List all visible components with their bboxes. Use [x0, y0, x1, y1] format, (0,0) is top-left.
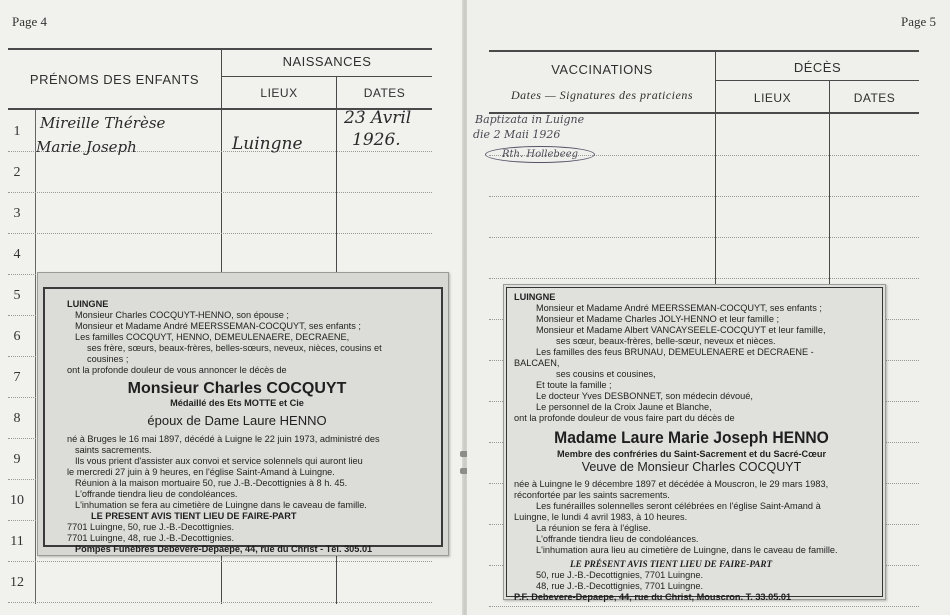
deceased-spouse: époux de Dame Laure HENNO	[147, 413, 327, 428]
obituary-line: Monsieur Charles COCQUYT-HENNO, son épouse ;	[75, 310, 289, 320]
row-number: 9	[13, 452, 21, 467]
header-vaccinations: VACCINATIONS	[551, 62, 653, 77]
row-number: 5	[13, 288, 21, 303]
row-number: 7	[13, 370, 21, 385]
header-places: LIEUX	[260, 86, 298, 100]
obituary-line: P.F. Debevere-Depaepe, 44, rue du Christ, Mouscron. T. 33.05.01	[514, 592, 792, 602]
row-number: 11	[10, 534, 24, 549]
obituary-line: L'inhumation se fera au cimetière de Luingne dans le caveau de famille.	[75, 500, 367, 510]
obituary-line: BALCAEN,	[514, 358, 560, 368]
obituary-line: Monsieur et Madame Albert VANCAYSEELE-COCQUYT et leur famille,	[536, 325, 826, 335]
page-number: Page 5	[900, 14, 936, 29]
header-births: NAISSANCES	[282, 54, 372, 69]
obituary-line: 48, rue J.-B.-Decottignies, 7701 Luingne.	[536, 581, 704, 591]
header-mid-rule	[222, 76, 432, 77]
deceased-name: Madame Laure Marie Joseph HENNO	[554, 428, 829, 447]
header-deaths: DÉCÈS	[793, 60, 842, 75]
handwritten-name: Mireille Thérèse	[40, 114, 166, 132]
obituary-line: L'offrande tiendra lieu de condoléances.	[536, 534, 699, 544]
column-divider	[829, 81, 830, 288]
obituary-line: ses cousins et cousines,	[556, 369, 656, 379]
obituary-line: ses frère, sœurs, beaux-frères, belles-sœurs, neveux, nièces, cousins et	[87, 343, 382, 353]
row-line	[489, 196, 919, 197]
column-divider	[336, 77, 337, 280]
obituary-line: 7701 Luingne, 48, rue J.-B.-Decottignies.	[67, 533, 235, 543]
row-number: 4	[13, 247, 21, 262]
handwritten-date: 23 Avril	[344, 108, 412, 128]
obituary-line: Les familles des feus BRUNAU, DEMEULENAERE et DECRAENE -	[536, 347, 814, 357]
obituary-line: le mercredi 27 juin à 9 heures, en l'église Saint-Amand à Luingne.	[67, 467, 335, 477]
row-number: 8	[13, 411, 21, 426]
right-page	[467, 0, 950, 615]
column-divider	[715, 50, 716, 288]
obituary-line: Le personnel de la Croix Jaune et Blanche,	[536, 402, 712, 412]
obituary-line: né à Bruges le 16 mai 1897, décédé à Luigne le 22 juin 1973, administré des	[67, 434, 380, 444]
obituary-line: Monsieur et Madame André MEERSSEMAN-COCQUYT, ses enfants ;	[75, 321, 361, 331]
row-number: 2	[13, 165, 21, 180]
baptism-note: Baptizata in Luigne	[475, 113, 585, 126]
obituary-line: Et toute la famille ;	[536, 380, 612, 390]
row-number: 1	[13, 124, 21, 139]
obituary-line: Réunion à la maison mortuaire 50, rue J.-B.-Decottignies à 8 h. 45.	[75, 478, 348, 488]
row-line	[8, 233, 432, 234]
obituary-line: Monsieur et Madame Charles JOLY-HENNO et leur famille ;	[536, 314, 780, 324]
obituary-line: LUINGNE	[514, 292, 556, 302]
header-top-rule	[489, 50, 919, 52]
header-children: PRÉNOMS DES ENFANTS	[29, 72, 200, 87]
column-divider	[336, 556, 337, 604]
obituary-line: Les funérailles solennelles seront célébrées en l'église Saint-Amand à	[536, 501, 821, 511]
obituary-line: ses sœur, beaux-frères, belle-sœur, neveux et nièces.	[556, 336, 776, 346]
obituary-text	[67, 299, 437, 555]
obituary-line: LUINGNE	[67, 299, 109, 309]
obituary-line: Monsieur et Madame André MEERSSEMAN-COCQUYT, ses enfants ;	[536, 303, 822, 313]
obituary-line: Luingne, le lundi 4 avril 1983, à 10 heures.	[514, 512, 688, 522]
header-places: LIEUX	[753, 91, 792, 105]
obituary-line: Les familles COCQUYT, HENNO, DEMEULENAERE, DECRAENE,	[75, 332, 350, 342]
row-line	[8, 602, 432, 603]
row-line	[8, 561, 432, 562]
obituary-line: ont la profonde douleur de vous annoncer le décès de	[67, 365, 287, 375]
obituary-line: La réunion se fera à l'église.	[536, 523, 651, 533]
obituary-line: L'offrande tiendra lieu de condoléances.	[75, 489, 238, 499]
obituary-text	[514, 292, 880, 603]
handwritten-date: 1926.	[352, 130, 401, 150]
obituary-line: née à Luingne le 9 décembre 1897 et décédée à Mouscron, le 29 mars 1983,	[514, 479, 829, 489]
obituary-line: Pompes Funèbres Debevere-Depaepe, 44, rue du Christ - Tél. 305.01	[75, 544, 373, 554]
obituary-clipping	[503, 284, 886, 600]
obituary-line: saints sacrements.	[75, 445, 152, 455]
deceased-medal: Médaillé des Ets MOTTE et Cie	[170, 398, 304, 408]
row-number: 10	[10, 493, 24, 508]
row-line	[489, 278, 919, 279]
deceased-name: Monsieur Charles COCQUYT	[127, 380, 347, 397]
left-page	[0, 0, 463, 615]
obituary-line: réconfortée par les saints sacrements.	[514, 490, 670, 500]
header-dates: DATES	[363, 86, 406, 100]
handwritten-place: Luingne	[232, 134, 303, 154]
obituary-line: LE PRÉSENT AVIS TIENT LIEU DE FAIRE-PART	[570, 559, 773, 569]
deceased-membership: Membre des confréries du Saint-Sacrement et du Sacré-Cœur	[556, 449, 827, 459]
obituary-line: cousines ;	[87, 354, 129, 364]
obituary-clipping	[37, 272, 449, 556]
row-number: 12	[10, 575, 24, 590]
obituary-line: ont la profonde douleur de vous faire part du décès de	[514, 413, 735, 423]
page-number: Page 4	[12, 14, 48, 29]
obituary-line: 7701 Luingne, 50, rue J.-B.-Decottignies.	[67, 522, 235, 532]
row-number-divider	[35, 110, 36, 604]
obituary-line: Ils vous prient d'assister aux convoi et service solennels qui auront lieu	[75, 456, 363, 466]
header-mid-rule	[715, 80, 919, 81]
row-line	[489, 237, 919, 238]
priest-signature-stamp: Rth. Hollebeeg	[485, 146, 595, 163]
header-vaccination-subtitle: Dates — Signatures des praticiens	[510, 88, 694, 102]
row-number: 6	[13, 329, 21, 344]
obituary-frame	[43, 287, 443, 554]
header-top-rule	[8, 48, 432, 50]
column-divider	[221, 556, 222, 604]
row-line	[489, 606, 919, 607]
obituary-line: Le docteur Yves DESBONNET, son médecin dévoué,	[536, 391, 753, 401]
handwritten-name: Marie Joseph	[36, 138, 137, 156]
row-number: 3	[13, 206, 21, 221]
obituary-line: 50, rue J.-B.-Decottignies, 7701 Luingne.	[536, 570, 704, 580]
column-divider	[221, 48, 222, 280]
obituary-frame	[506, 287, 883, 602]
header-dates: DATES	[853, 91, 896, 105]
row-line	[8, 192, 432, 193]
obituary-line: L'inhumation aura lieu au cimetière de Luingne, dans le caveau de famille.	[536, 545, 838, 555]
baptism-note: die 2 Maii 1926	[473, 128, 561, 141]
deceased-widow: Veuve de Monsieur Charles COCQUYT	[581, 460, 802, 474]
obituary-line: LE PRESENT AVIS TIENT LIEU DE FAIRE-PART	[91, 511, 297, 521]
